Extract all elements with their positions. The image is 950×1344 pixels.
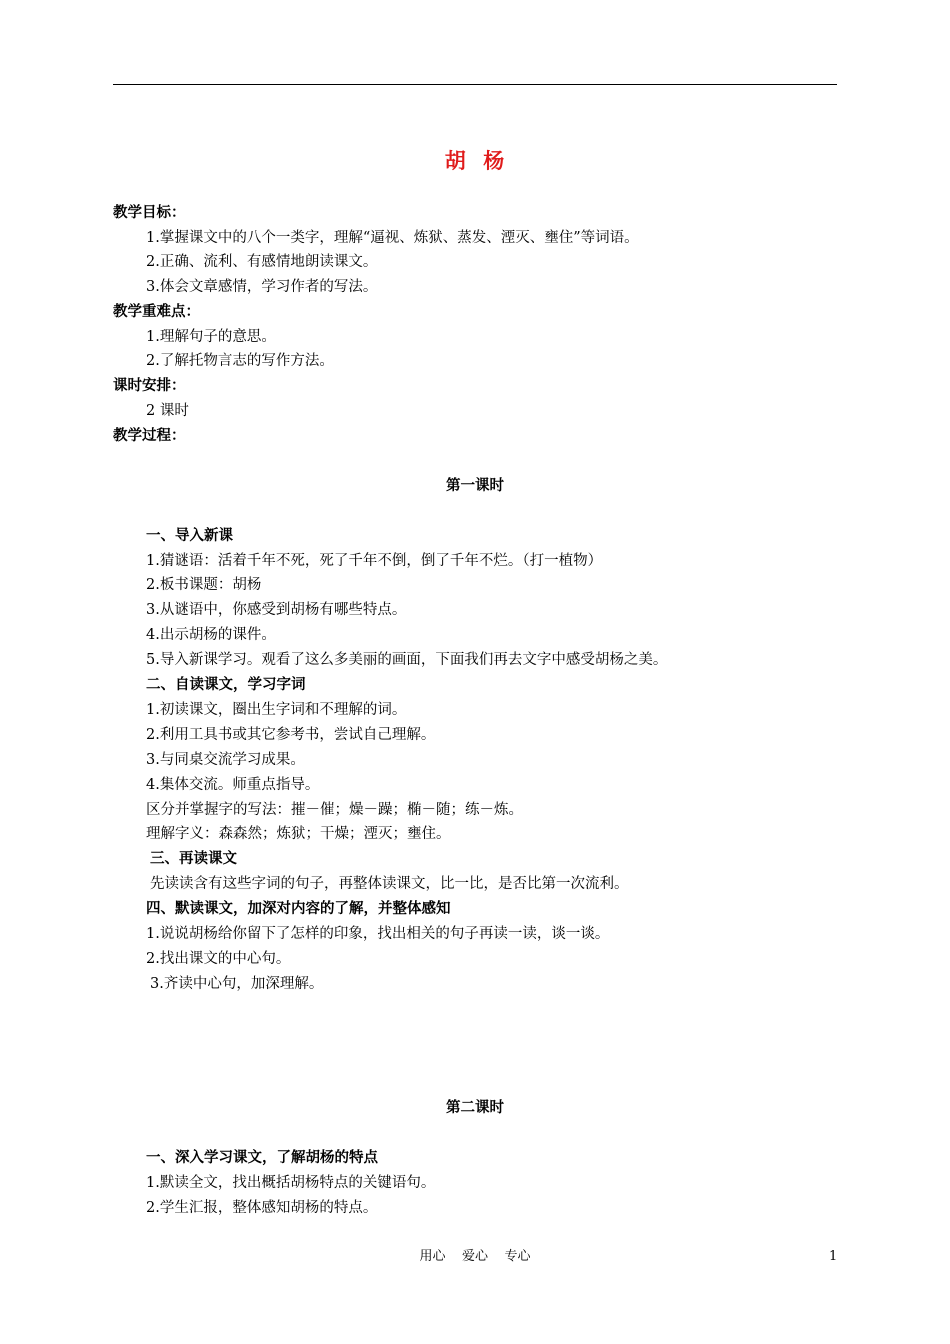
list-item: 4.集体交流。师重点指导。: [146, 777, 320, 793]
lesson2-title: 第二课时: [446, 1099, 504, 1116]
footer-motto: 用心 爱心 专心: [419, 1249, 531, 1264]
lesson1-title: 第一课时: [446, 477, 504, 494]
list-item: 2.利用工具书或其它参考书，尝试自己理解。: [146, 727, 436, 743]
list-item: 2.学生汇报，整体感知胡杨的特点。: [146, 1200, 378, 1216]
lesson1-section2-heading: 二、自读课文，学习字词: [146, 676, 306, 693]
lesson2-section1-heading: 一、深入学习课文，了解胡杨的特点: [146, 1149, 378, 1166]
list-item: 1.初读课文，圈出生字词和不理解的词。: [146, 702, 407, 718]
list-item: 5.导入新课学习。观看了这么多美丽的画面，下面我们再去文字中感受胡杨之美。: [146, 652, 668, 668]
list-item: 3.与同桌交流学习成果。: [146, 752, 305, 768]
lesson1-section4-heading: 四、默读课文，加深对内容的了解，并整体感知: [146, 900, 451, 917]
lesson1-section1-heading: 一、导入新课: [146, 527, 233, 544]
list-item: 理解字义：森森然；炼狱；干燥；湮灭；壅住。: [146, 826, 451, 842]
header-rule: [113, 84, 837, 85]
list-item: 2.板书课题：胡杨: [146, 577, 262, 593]
difficulty-item: 1.理解句子的意思。: [146, 329, 276, 345]
list-item: 2.找出课文的中心句。: [146, 951, 291, 967]
schedule-value: 2 课时: [146, 403, 189, 419]
process-heading: 教学过程：: [113, 427, 186, 444]
difficulties-heading: 教学重难点：: [113, 303, 200, 320]
list-item: 1.默读全文，找出概括胡杨特点的关键语句。: [146, 1175, 436, 1191]
list-item: 1.说说胡杨给你留下了怎样的印象，找出相关的句子再读一读，谈一谈。: [146, 926, 610, 942]
objective-item: 2.正确、流利、有感情地朗读课文。: [146, 254, 378, 270]
page-number: 1: [829, 1249, 838, 1264]
list-item: 先读读含有这些字词的句子，再整体读课文，比一比，是否比第一次流利。: [150, 876, 629, 892]
page-title: 胡 杨: [444, 148, 506, 173]
objective-item: 1.掌握课文中的八个一类字，理解“逼视、炼狱、蒸发、湮灭、壅住”等词语。: [146, 230, 639, 246]
list-item: 4.出示胡杨的课件。: [146, 627, 276, 643]
list-item: 1.猜谜语：活着千年不死，死了千年不倒，倒了千年不烂。（打一植物）: [146, 553, 603, 569]
objectives-heading: 教学目标：: [113, 204, 186, 221]
difficulty-item: 2.了解托物言志的写作方法。: [146, 353, 334, 369]
list-item: 3.齐读中心句，加深理解。: [150, 976, 324, 992]
schedule-heading: 课时安排：: [113, 377, 186, 394]
list-item: 区分并掌握字的写法：摧－催；燥－躁；椭－随；练－炼。: [146, 802, 523, 818]
objective-item: 3.体会文章感情，学习作者的写法。: [146, 279, 378, 295]
lesson1-section3-heading: 三、再读课文: [150, 850, 237, 867]
list-item: 3.从谜语中，你感受到胡杨有哪些特点。: [146, 602, 407, 618]
